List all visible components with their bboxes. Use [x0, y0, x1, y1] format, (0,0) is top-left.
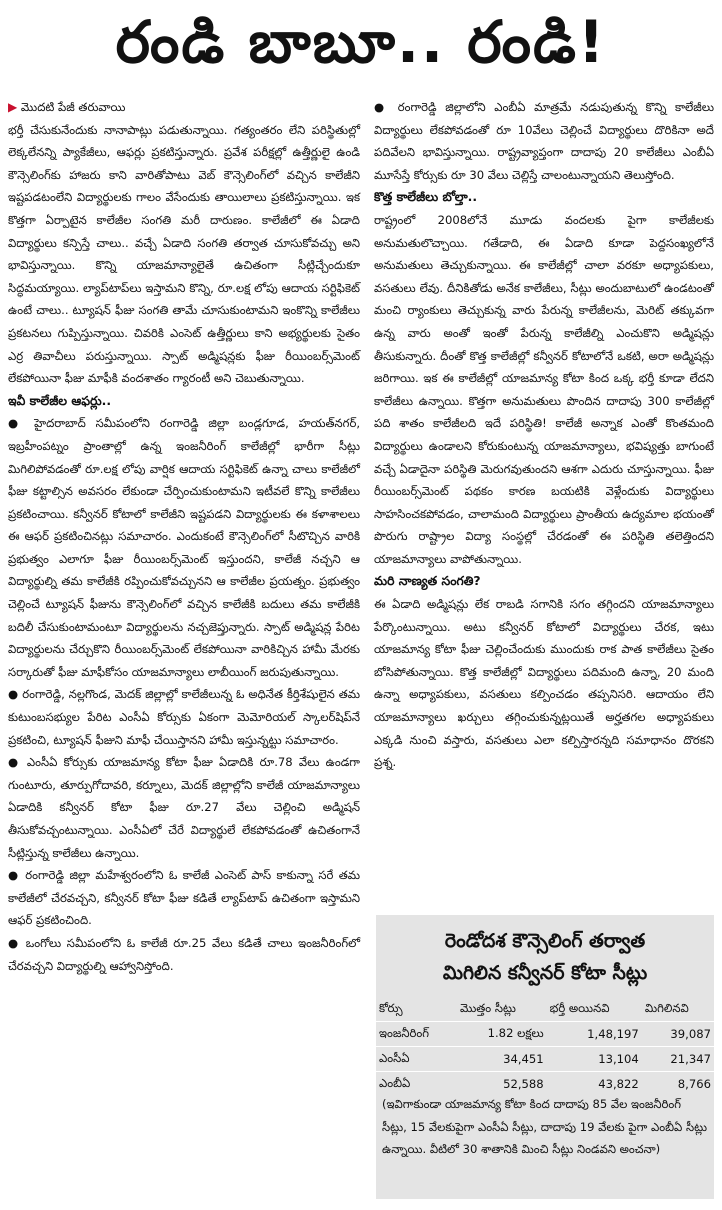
table-cell: ఎంబీఏ [379, 1075, 411, 1090]
table-cell: 1.82 లక్షలు [457, 1022, 547, 1047]
table-header-row [376, 997, 714, 1022]
box-title-line1: రెండోదశ కౌన్సెలింగ్ తర్వాత [444, 930, 646, 952]
right-column [374, 96, 714, 774]
table-cell: 34,451 [457, 1047, 547, 1072]
offer-bullet [8, 751, 360, 864]
table-cell: 1,48,197 [547, 1022, 642, 1047]
table-cell: ఎంసీఏ [376, 1047, 457, 1072]
new-colleges-paragraph: రాష్ట్రంలో 2008లోనే మూడు వందలకు పైగా కాలేజీలకు అనుమతులొచ్చాయి. గతేడాది, ఈ ఏడాది కూడా పెద్దసంఖ్యలోనే అనుమతులు తెచ్చుకున్నాయి. ఈ కాలేజీల్లో చాలా వరకూ అధ్యాపకులు, వసతులు లేవు. దీనికితోడు అనేక కాలేజీలు, సీట్లు అందుబాటులో ఉండటంతో మంచి ర్యాంకులు తెచ్చుకున్న వారు పేరున్న కాలేజీలను, మెరిట్ తక్కువగా ఉన్న వారు అంతో ఇంతో పేరున్న కాలేజీల్ని ఎంచుకొని అడ్మిషన్లు తీసుకున్నారు. దీంతో కొత్త కాలేజీల్లో కన్వీనర్ కోటాలోనే ఒకటి, అరా అడ్మిషన్లు జరిగాయి. ఇక ఈ కాలేజీల్లో యాజమాన్య కోటా కింద ఒక్క భర్తీ కూడా లేదని కాలేజీలు ఉన్నాయి. కొత్తగా అనుమతులు పొందిన దాదాపు 300 కాలేజీల్లో పది శాతం కాలేజీలది ఇదే పరిస్థితి! కాలేజీ అన్నాక ఎంతో కొంతమంది విద్యార్థులు ఉండాలని కోరుకుంటున్న యాజమాన్యాలు, భవిష్యత్తు బాగుంటే వచ్చే ఏడాదైనా పరిస్థితి మెరుగవుతుందని ఆశగా ఎదురు చూస్తున్నాయి. ఫీజు రీయింబర్స్‌మెంట్ పథకం కారణ బయటికి వెళ్లేందుకు విద్యార్థులు సాహసించకపోవడం, చాలామంది విద్యార్థులు ప్రాంతీయ ఉద్యమాల భయంతో పొరుగు రాష్ట్రాల విద్యా సంస్థల్లో చేరడంతో ఈ పరిస్థితి తలెత్తిందని యాజమాన్యాలు వాపోతున్నాయి. [374, 212, 714, 566]
table-cell: 43,822 [598, 1077, 639, 1091]
section-heading-quality: మరి నాణ్యత సంగతి? [374, 573, 481, 589]
col-header: భర్తీ అయినవి [547, 997, 642, 1022]
offer-bullet [8, 683, 360, 751]
table-cell: ఇంజనీరింగ్ [376, 1022, 457, 1047]
table-cell: 21,347 [642, 1047, 714, 1072]
table-cell: 8,766 [677, 1077, 711, 1091]
section-heading-new-colleges: కొత్త కాలేజీలు బోల్తా.. [374, 189, 478, 205]
box-title-line2: మిగిలిన కన్వీనర్ కోటా సీట్లు [442, 962, 648, 984]
section-heading-offers: ఇవీ కాలేజీల ఆఫర్లు.. [8, 392, 112, 408]
col-header: మిగిలినవి [642, 997, 714, 1022]
mba-bullet-text: రంగారెడ్డి జిల్లాలోని ఎంబీఏ మాత్రమే నడుపుతున్న కొన్ని కాలేజీలు విద్యార్థులు లేకపోవడంతో రూ 10వేలు చెల్లించే విద్యార్థులు దొరికినా అదే పదివేలని భావిస్తున్నాయి. రాష్ట్రవ్యాప్తంగా దాదాపు 20 కాలేజీలు ఎంబీఏ మూసేస్తే కోర్సుకు రూ 30 వేలు చెల్లిస్తే చాలంటున్నాయని తెలుస్తోంది. [374, 100, 714, 182]
left-column [8, 96, 360, 977]
box-title [376, 915, 714, 989]
bullet-icon: ● [374, 100, 390, 114]
bullet-icon: ● [8, 416, 25, 431]
table-cell: 39,087 [642, 1022, 714, 1047]
table-cell: 13,104 [547, 1047, 642, 1072]
box-footnote: (ఇవిగాకుండా యాజమాన్య కోటా కింద దాదాపు 85 వేల ఇంజనీరింగ్ సీట్లు, 15 వేలకుపైగా ఎంసీఏ సీట్లు, దాదాపు 19 వేలకు పైగా ఎంబీఏ సీట్లు ఉన్నాయి. వీటిలో 30 శాతానికి మించి సీట్లు నిండవని అంచనా) [382, 1097, 708, 1157]
table-row [376, 1022, 714, 1047]
headline: రండి బాబూ.. రండి! [115, 8, 607, 76]
bullet-icon: ● [8, 935, 21, 950]
col-header: కోర్సు [376, 997, 457, 1022]
kicker-text: మొదటి పేజీ తరువాయి [20, 100, 126, 114]
offer-bullet-text: రంగారెడ్డి, నల్లగొండ, మెదక్ జిల్లాల్లో కాలేజీలున్న ఓ అధినేత కీర్తిశేషులైన తమ కుటుంబసభ్యుల పేరిట ఎంసీఏ కోర్సుకు ఏకంగా మెమోరియల్ స్కాలర్‌షిప్‌నే ప్రకటించి, ట్యూషన్ ఫీజుని మాఫీ చేయిస్తానని హామీ ఇస్తున్నట్టు సమాచారం. [8, 687, 360, 747]
table-cell: 52,588 [503, 1077, 544, 1091]
bullet-icon: ● [8, 755, 21, 770]
col-header: మొత్తం సీట్లు [457, 997, 547, 1022]
offer-bullet-text: రంగారెడ్డి జిల్లా మహేశ్వరంలోని ఓ కాలేజీ ఎంసెట్ పాస్ కాకున్నా సరే తమ కాలేజీలో చేరవచ్చని, కన్వీనర్ కోటా ఫీజు కడితే ల్యాప్‌టాప్ ఉచితంగా ఇస్తామని ఆఫర్ ప్రకటించింది. [8, 868, 361, 928]
table-row [376, 1047, 714, 1072]
intro-paragraph: భర్తీ చేసుకునేందుకు నానాపాట్లు పడుతున్నాయి. గత్యంతరం లేని పరిస్థితుల్లో లెక్కలేనన్ని ప్యాకేజీలు, ఆఫర్లు ప్రకటిస్తున్నారు. ప్రవేశ పరీక్షల్లో ఉత్తీర్ణులై ఉండి కౌన్సెలింగ్‌కు హాజరు కాని వారితోపాటు వెబ్ కౌన్సెలింగ్‌లో వచ్చిన కాలేజీని ఇష్టపడటంలేని విద్యార్థులకు గాలం వేసేందుకు తాయిలాలు ప్రకటిస్తున్నాయి. ఇక కొత్తగా ఏర్పాటైన కాలేజీల సంగతి మరీ దారుణం. కాలేజీలో ఈ ఏడాది విద్యార్థులు కన్పిస్తే చాలు.. వచ్చే ఏడాది సంగతి తర్వాత చూసుకోవచ్చు అని భావిస్తున్నాయి. కొన్ని యాజమాన్యాలైతే ఉచితంగా సీట్లిచ్చేందుకూ సిద్ధమయ్యాయి. ల్యాప్‌టాప్‌లు ఇస్తామని కొన్ని, రూ.లక్ష లోపు ఆదాయ సర్టిఫికెట్ ఉంటే చాలు.. ట్యూషన్ ఫీజు సంగతి తామే చూసుకుంటామని ఇంకొన్ని కాలేజీలు ప్రకటనలు గుప్పిస్తున్నాయి. చివరికి ఎంసెట్ ఉత్తీర్ణులు కాని అభ్యర్థులకు సైతం ఎర్ర తివాచీలు పరుస్తున్నాయి. స్పాట్ అడ్మిషన్లకు ఫీజు రీయింబర్స్‌మెంట్ లేకపోయినా ఫీజు మాఫీకి వందశాతం గ్యారంటీ అని చెబుతున్నాయి. [8, 122, 360, 386]
offer-bullet [8, 412, 360, 683]
kicker [8, 96, 360, 119]
bullet-icon: ● [8, 868, 20, 883]
offer-bullet-text: హైదరాబాద్ సమీపంలోని రంగారెడ్డి జిల్లా బండ్లగూడ, హయత్‌నగర్, ఇబ్రహీంపట్నం ప్రాంతాల్లో ఉన్న ఇంజనీరింగ్ కాలేజీల్లో భారీగా సీట్లు మిగిలిపోవడంతో రూ.లక్ష లోపు వార్షిక ఆదాయ సర్టిఫికెట్ ఉన్నా చాలు కాలేజీలో ఫీజు కట్టాల్సిన అవసరం లేకుండా చేర్పించుకుంటామని ఇటీవలే కొన్ని కాలేజీలు ప్రకటించాయి. కన్వీనర్ కోటాలో కాలేజీని ఇష్టపడని విద్యార్థులకు ఈ కళాశాలలు ఈ ఆఫర్ ప్రకటించినట్లు సమాచారం. ఎందుకంటే కౌన్సెలింగ్‌లో సీటొచ్చిన వారికి ప్రభుత్వం ఎలాగూ ఫీజు రీయింబర్స్‌మెంట్ ఇస్తుందని, కాలేజీ నచ్చని ఆ విద్యార్థుల్ని తమ కాలేజీకి రప్పించుకోవచ్చునని ఆ కాలేజీల ప్రయత్నం. ప్రభుత్వం చెల్లించే ట్యూషన్ ఫీజును కౌన్సెలింగ్‌లో వచ్చిన కాలేజీకి బదులు తమ కాలేజీకి బదిలీ చేసుకుంటామంటూ విద్యార్థులను నచ్చజెప్తున్నారు. స్పాట్ అడ్మిషన్ల పేరిట విద్యార్థులను చేర్చుకొని రీయింబర్స్‌మెంట్ లేకపోయినా వారికిచ్చిన హామీ మేరకు సర్కారుతో ఫీజు మాఫీకోసం యాజమాన్యాలు లాబీయింగ్ జరుపుతున్నాయి. [8, 416, 361, 679]
seats-table [376, 997, 714, 1096]
offer-bullet-text: ఒంగోలు సమీపంలోని ఓ కాలేజీ రూ.25 వేలు కడితే చాలు ఇంజనీరింగ్‌లో చేరవచ్చని విద్యార్థుల్ని ఆహ్వానిస్తోంది. [8, 935, 361, 973]
bullet-icon: ● [8, 687, 19, 702]
quality-paragraph: ఈ ఏడాది అడ్మిషన్లు లేక రాబడి సగానికి సగం తగ్గిందని యాజమాన్యాలు పేర్కొంటున్నాయి. అటు కన్వీనర్ కోటాలో విద్యార్థులు చేరక, ఇటు యాజమాన్య కోటా ఫీజు చెల్లించేందుకు ముందుకు రాక పాత కాలేజీలు సైతం బోసిపోతున్నాయి. కొత్త కాలేజీల్లో విద్యార్థులు పదిమంది ఉన్నా, 20 మంది ఉన్నా అధ్యాపకులు, వసతులు కల్పించడం తప్పనిసరి. ఆదాయం లేని యాజమాన్యాలు ఖర్చులు తగ్గించుకున్నట్లయితే అర్హతగల అధ్యాపకులు ఎక్కడి నుంచి వస్తారు, వసతులు ఎలా కల్పిస్తారన్నది సమాధానం దొరకని ప్రశ్న. [374, 597, 714, 770]
triangle-marker-icon: ▶ [8, 100, 18, 114]
offer-bullet [8, 932, 360, 977]
mba-bullet [374, 96, 714, 186]
offer-bullet-text: ఎంసీఏ కోర్సుకు యాజమాన్య కోటా ఫీజు ఏడాదికి రూ.78 వేలు ఉండగా గుంటూరు, తూర్పుగోదావరి, కర్నూలు, మెదక్ జిల్లాల్లోని కాలేజీ యాజమాన్యాలు ఏడాదికి కన్వీనర్ కోటా ఫీజు రూ.27 వేలు చెల్లించి అడ్మిషన్ తీసుకోవచ్చంటున్నాయి. ఎంసీఏలో చేరే విద్యార్థులే లేకపోవడంతో ఉచితంగానే సీట్లిస్తున్న కాలేజీలు ఉన్నాయి. [8, 755, 360, 860]
offer-bullet [8, 864, 360, 932]
seats-summary-box [376, 915, 714, 1199]
